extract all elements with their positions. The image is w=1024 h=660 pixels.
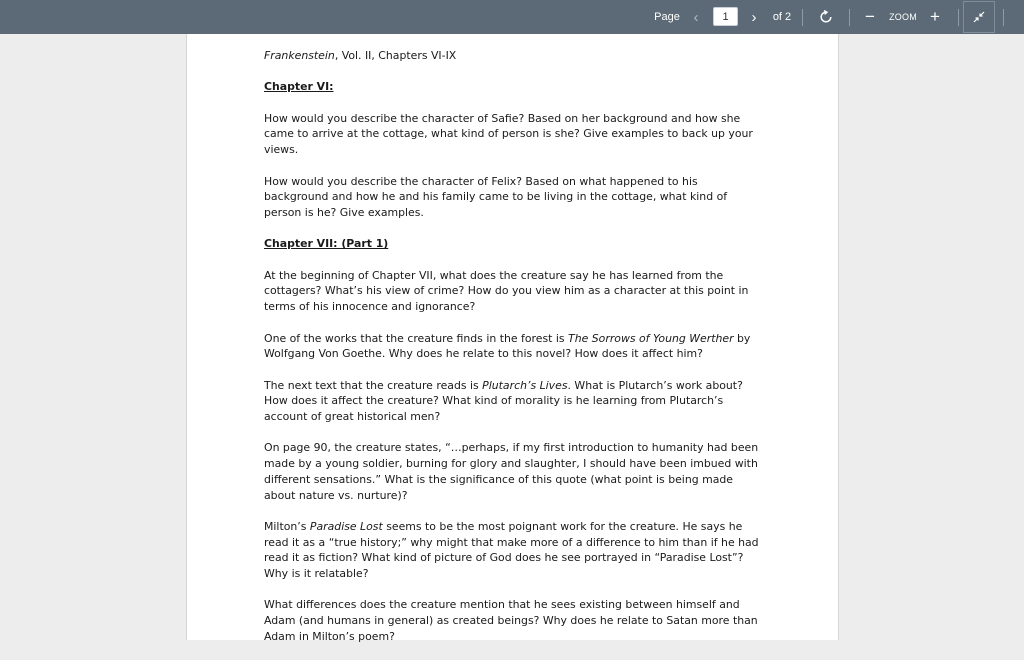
chapter-heading: Chapter VII: (Part 1) (264, 237, 389, 251)
chevron-right-icon[interactable]: › (751, 8, 757, 26)
question-paragraph: One of the works that the creature finds in the forest is The Sorrows of Young Werther by Wolfgang Von Goethe. Why does he relate to this novel? How does it affect him? (264, 331, 751, 361)
chevron-left-icon[interactable]: ‹ (693, 8, 699, 26)
question-paragraph: At the beginning of Chapter VII, what does the creature say he has learned from the cottagers? What’s his view of crime? How do you view him as a character at this point in terms of his innocence and ignorance? (264, 268, 749, 314)
question-paragraph: On page 90, the creature states, “…perhaps, if my first introduction to humanity had been made by a young soldier, burning for glory and slaughter, I should have been imbued with different sensations.” What is the significance of this quote (what point is being made about nature vs. nurture)? (264, 441, 759, 502)
page-number-input[interactable] (713, 7, 738, 26)
page-total: of 2 (772, 11, 792, 23)
document-content (264, 48, 764, 660)
page-label: Page (654, 11, 680, 23)
document-page (186, 34, 839, 643)
question-paragraph: How would you describe the character of Safie? Based on her background and how she came to arrive at the cottage, what kind of person is she? Give examples to back up your views. (264, 111, 753, 157)
zoom-label: ZOOM (889, 12, 917, 22)
pdf-toolbar (0, 0, 1024, 34)
refresh-icon[interactable] (814, 0, 838, 34)
divider (802, 9, 803, 26)
question-paragraph: What differences does the creature mention that he sees existing between himself and Adam (and humans in general) as created beings? Why does he relate to Satan more than Adam in Milton’s poem? (264, 598, 758, 643)
divider (1003, 9, 1004, 26)
chapter-heading: Chapter VI: (264, 80, 334, 94)
question-paragraph: The next text that the creature reads is Plutarch’s Lives. What is Plutarch’s work about? How does it affect the creature? What kind of morality is he learning from Plutarch’s account of great historical men? (264, 378, 743, 424)
minus-icon[interactable]: − (865, 7, 875, 26)
document-title: Frankenstein, Vol. II, Chapters VI-IX (264, 49, 457, 62)
divider (958, 9, 959, 26)
question-paragraph: How would you describe the character of Felix? Based on what happened to his background and how he and his family came to be living in the cottage, what kind of person is he? Give examples. (264, 174, 728, 219)
plus-icon[interactable]: + (930, 7, 940, 26)
question-paragraph: Milton’s Paradise Lost seems to be the most poignant work for the creature. He says he read it as a “true history;” why might that make more of a difference to him than if he had read it as fiction? What kind of picture of God does he see portrayed in “Paradise Lost”? Why is it relatable? (264, 519, 759, 581)
collapse-icon[interactable] (963, 1, 995, 33)
divider (849, 9, 850, 26)
